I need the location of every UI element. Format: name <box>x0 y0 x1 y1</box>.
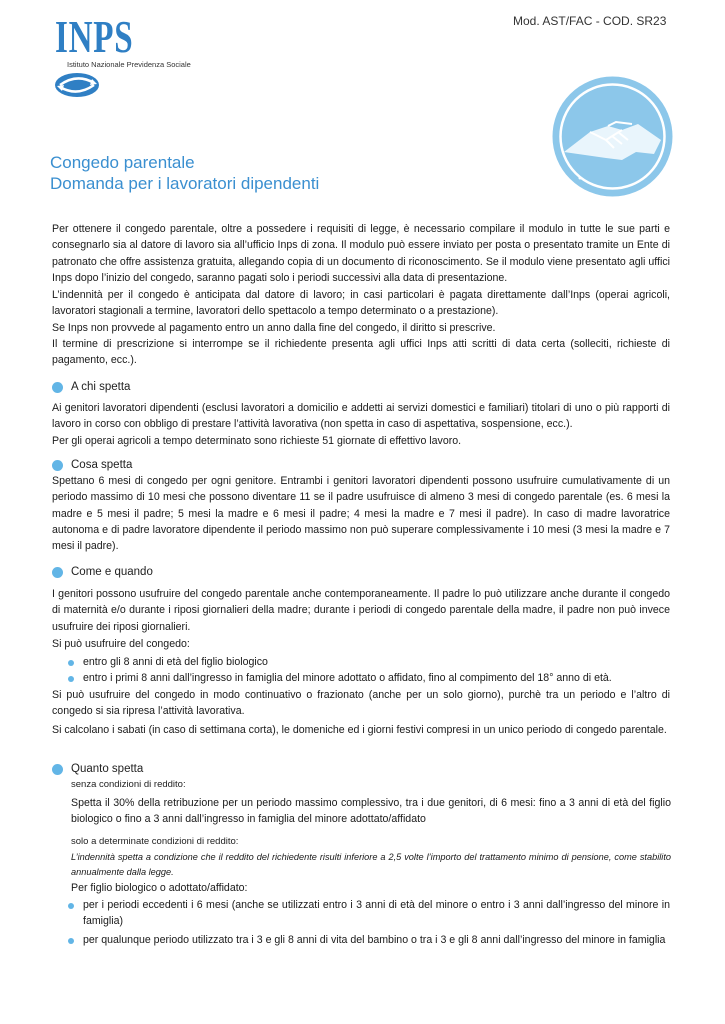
section-heading: Quanto spetta <box>71 763 144 775</box>
section-cosa-spetta <box>52 457 132 473</box>
inps-logo-text: INPS <box>55 11 134 62</box>
list-item <box>68 897 670 930</box>
section-paragraph: Per gli operai agricoli a tempo determinato sono richieste 51 giornate di effettivo lavoro. <box>52 435 462 447</box>
list-item <box>68 932 670 948</box>
section-paragraph: Per figlio biologico o adottato/affidato: <box>71 882 248 894</box>
intro-paragraph: Il termine di prescrizione si interrompe se il richiedente presenta agli uffici Inps atti scritti di data certa (solleciti, richieste di pagamento, ecc.). <box>52 338 670 367</box>
section-paragraph: Spetta il 30% della retribuzione per un periodo massimo complessivo, tra i due genitori, di 6 mesi: fino a 3 anni di età del figlio biologico o fino a 3 anni dall’ingresso in famiglia del minore adottato/affidato <box>71 797 671 826</box>
section-quanto-spetta <box>52 761 143 777</box>
bullet-dot-icon <box>52 460 63 471</box>
intro-paragraph: Per ottenere il congedo parentale, oltre a possedere i requisiti di legge, è necessario compilare il modulo in tutte le sue parti e consegnarlo sia al datore di lavoro sia all’ufficio Inps di zona. Il modulo può essere inviato per posta o presentato tramite un Ente di patronato che offre assistenza gratuita, allegando copia di un documento di riconoscimento. Se il modulo viene presentato agli uffici Inps dopo l’inizio del congedo, saranno pagati solo i periodi successivi alla data di presentazione. <box>52 223 670 284</box>
section-paragraph: Spettano 6 mesi di congedo per ogni genitore. Entrambi i genitori lavoratori dipendenti possono usufruire cumulativamente di un periodo massimo di 10 mesi che possono diventare 11 se il padre usufruisce di almeno 3 mesi di congedo parentale (es. 6 mesi la madre e 5 mesi il padre; 5 mesi la madre e 6 mesi il padre; 4 mesi la madre e 7 mesi il padre). In caso di madre lavoratrice autonoma e di padre lavoratore dipendente il periodo massimo non può superare complessivamente i 10 mesi (3 mesi la madre e 7 mesi il padre). <box>52 475 670 553</box>
section-a-chi-spetta <box>52 379 130 395</box>
form-code: Mod. AST/FAC - COD. SR23 <box>513 14 667 28</box>
bullet-dot-icon <box>52 382 63 393</box>
section-heading: Come e quando <box>71 566 153 578</box>
subheading: senza condizioni di reddito: <box>71 779 186 790</box>
bullet-dot-icon <box>68 676 74 682</box>
section-heading: A chi spetta <box>71 381 131 393</box>
section-paragraph: I genitori possono usufruire del congedo parentale anche contemporaneamente. Il padre lo può utilizzare anche durante il congedo di maternità e/o durante i riposi giornalieri della madre; durante i periodi di congedo parentale della madre, il padre non può invece usufruire dei riposi giornalieri. <box>52 588 670 633</box>
list-item-text: entro gli 8 anni di età del figlio biologico <box>83 656 268 668</box>
intro-paragraph: Se Inps non provvede al pagamento entro un anno dalla fine del congedo, il diritto si prescrive. <box>52 322 496 334</box>
list-item <box>68 670 670 686</box>
inps-logo-subtitle: Istituto Nazionale Previdenza Sociale <box>67 60 191 69</box>
bullet-dot-icon <box>68 660 74 666</box>
income-condition-note: L’indennità spetta a condizione che il reddito del richiedente risulti inferiore a 2,5 volte l’importo del trattamento minimo di pensione, come stabilito annualmente dalla legge. <box>71 852 671 877</box>
bullet-dot-icon <box>68 903 74 909</box>
list-item-text: per qualunque periodo utilizzato tra i 3 e gli 8 anni di vita del bambino o tra i 3 e gli 8 anni dall’ingresso del minore in famiglia <box>83 934 666 946</box>
list-item <box>68 654 670 670</box>
page-title: Congedo parentale <box>50 153 195 172</box>
subheading: solo a determinate condizioni di reddito: <box>71 836 239 847</box>
section-come-e-quando <box>52 564 153 580</box>
inps-swirl-logo-icon <box>52 70 102 100</box>
bullet-dot-icon <box>52 764 63 775</box>
section-paragraph: Si può usufruire del congedo: <box>52 638 190 650</box>
section-heading: Cosa spetta <box>71 459 133 471</box>
intro-paragraph: L’indennità per il congedo è anticipata dal datore di lavoro; in casi particolari è pagata direttamente dall’Inps (operai agricoli, lavoratori stagionali a termine, lavoratori dello spettacolo a tempo determinato o a prestazione). <box>52 289 670 318</box>
handshake-icon <box>550 74 675 199</box>
page-subtitle: Domanda per i lavoratori dipendenti <box>50 174 320 193</box>
list-item-text: per i periodi eccedenti i 6 mesi (anche se utilizzati entro i 3 anni di età del minore o entro i 3 anni dall’ingresso del minore in famiglia) <box>83 899 670 928</box>
section-paragraph: Si calcolano i sabati (in caso di settimana corta), le domeniche ed i giorni festivi compresi in un unico periodo di congedo parentale. <box>52 724 667 736</box>
section-paragraph: Ai genitori lavoratori dipendenti (esclusi lavoratori a domicilio e addetti ai servizi domestici e familiari) titolari di uno o più rapporti di lavoro in corso con obbligo di prestare l’attività lavorativa (non spetta in caso di aspettativa, sospensione, ecc.). <box>52 402 670 431</box>
list-item-text: entro i primi 8 anni dall’ingresso in famiglia del minore adottato o affidato, fino al compimento del 18° anno di età. <box>83 672 612 684</box>
bullet-dot-icon <box>52 567 63 578</box>
section-paragraph: Si può usufruire del congedo in modo continuativo o frazionato (anche per un solo giorno), purchè tra un periodo e l’altro di congedo si sia ripresa l’attività lavorativa. <box>52 689 670 718</box>
bullet-dot-icon <box>68 938 74 944</box>
